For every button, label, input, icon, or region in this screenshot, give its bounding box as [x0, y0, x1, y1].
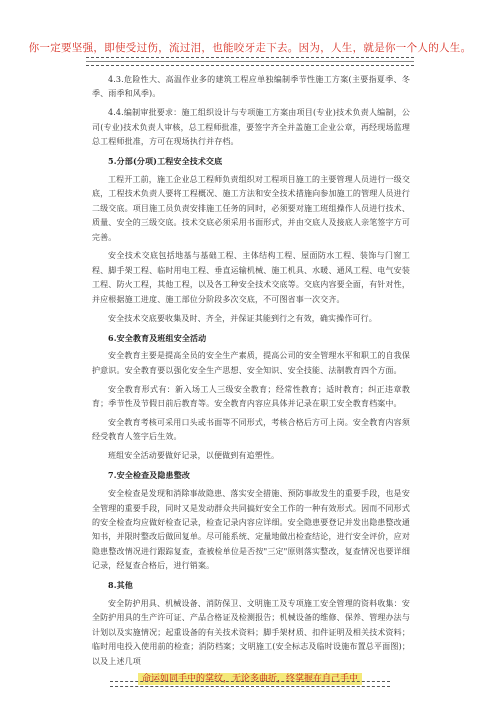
paragraph: 安全技术交底要收集及时、齐全，并保证其能到行之有效，确实操作可行。	[108, 313, 377, 323]
paragraph: 4.4.编制审批要求：施工组织设计与专项施工方案由项目(专业)技术负责人编制，公司(专业)技术负责人审核，总工程师批准，要签字齐全并盖施工企业公章，再经现场监理总工程师批准，方可在现场执行并存档。	[92, 108, 410, 147]
header-rule	[86, 57, 414, 58]
paragraph: 班组安全活动要做好记录，以便做到有追塑性。	[108, 451, 280, 461]
paragraph: 安全技术交底包括地基与基础工程、主体结构工程、屋面防水工程、装饰与门窗工程、脚手架工程、临时用电工程、垂直运输机械、施工机具、水暖、通风工程、电气安装工程、防火工程，其他工程，以及各工种安全技术交底等。交底内容要全面，有针对性，并应根据施工进度、施工部位分阶段多次交底，不可图省事一次交齐。	[92, 251, 410, 304]
paragraph: 安全教育形式有：新入场工人三级安全教育；经常性教育；适时教育；纠正违章教育；季节性及节假日前后教育等。安全教育内容应具体并记录在职工安全教育档案中。	[92, 384, 410, 409]
header-rule	[86, 61, 414, 62]
section-heading: 5.分部(分项)工程安全技术交底	[108, 156, 223, 167]
footer-rule	[110, 686, 390, 687]
paragraph: 4.3.危险性大、高温作业多的建筑工程应单独编制季节性施工方案(主要指夏季、冬季、雨季和风季)。	[92, 75, 410, 99]
footer-motto-wrap	[0, 666, 500, 685]
section-heading: 8.其他	[108, 580, 133, 591]
paragraph: 安全教育主要是提高全员的安全生产素质，提高公司的安全管理水平和职工的自我保护意识。安全教育要以强化安全生产思想、安全知识、安全技能、法制教育四个方面。	[92, 351, 410, 375]
header-motto: 你一定要坚强，即使受过伤，流过泪，也能咬牙走下去。因为，人生，就是你一个人的人生。	[28, 42, 472, 54]
paragraph: 安全检查是发现和消除事故隐患、落实安全措施、预防事故发生的重要手段，也是安全管理的重要手段，同时又是发动群众共同搞好安全工作的一种有效形式。因而不同形式的安全检查均应做好检查记录，检查记录内容应详细。安全隐患要登记并发出隐患整改通知书，并限时整改后做回复单。尽可能系统、定量地做出检查结论，进行安全评价，应对隐患整改情况进行跟踪复查，查被检单位是否按"三定"原则落实整改，复查情况也要详细记录，经复查合格后，进行销案。	[92, 489, 410, 571]
document-body	[92, 73, 410, 674]
paragraph: 工程开工前，施工企业总工程师负责组织对工程项目施工的主要管理人员进行一级交底，工程技术负责人要将工程概况、施工方法和安全技术措施向参加施工的管理人员进行二级交底。项目施工员负责安排施工任务的同时，必须要对施工班组操作人员进行技术、质量、安全的三级交底。技术交底必须采用书面形式，并由交底人及接底人亲笔签字方可完善。	[92, 174, 410, 242]
footer-rule	[110, 681, 390, 682]
section-heading: 6.安全教育及班组安全活动	[108, 332, 207, 343]
section-heading: 7.安全检查及隐患整改	[108, 470, 191, 481]
header-rule	[86, 65, 414, 66]
paragraph: 安全防护用具、机械设备、消防保卫、文明施工及专项施工安全管理的资料收集：安全防护用具的生产许可证、产品合格证及检测报告；机械设备的维修、保养、管理办法与计划以及实施情况；起重设备的有关技术资料；脚手架材质、扣件证明及相关技术资料；临时用电投入使用前的检查；消防档案；文明施工(安全标志及临时设施布置总平面图)；以及上述几项	[92, 599, 410, 666]
paragraph: 安全教育考核可采用口头或书面等不同形式，考核合格后方可上岗。安全教育内容须经受教育人签字后生效。	[92, 418, 410, 442]
footer-motto: 命运如同手中的掌纹，无论多曲折，终掌握在自己手中	[138, 673, 362, 685]
